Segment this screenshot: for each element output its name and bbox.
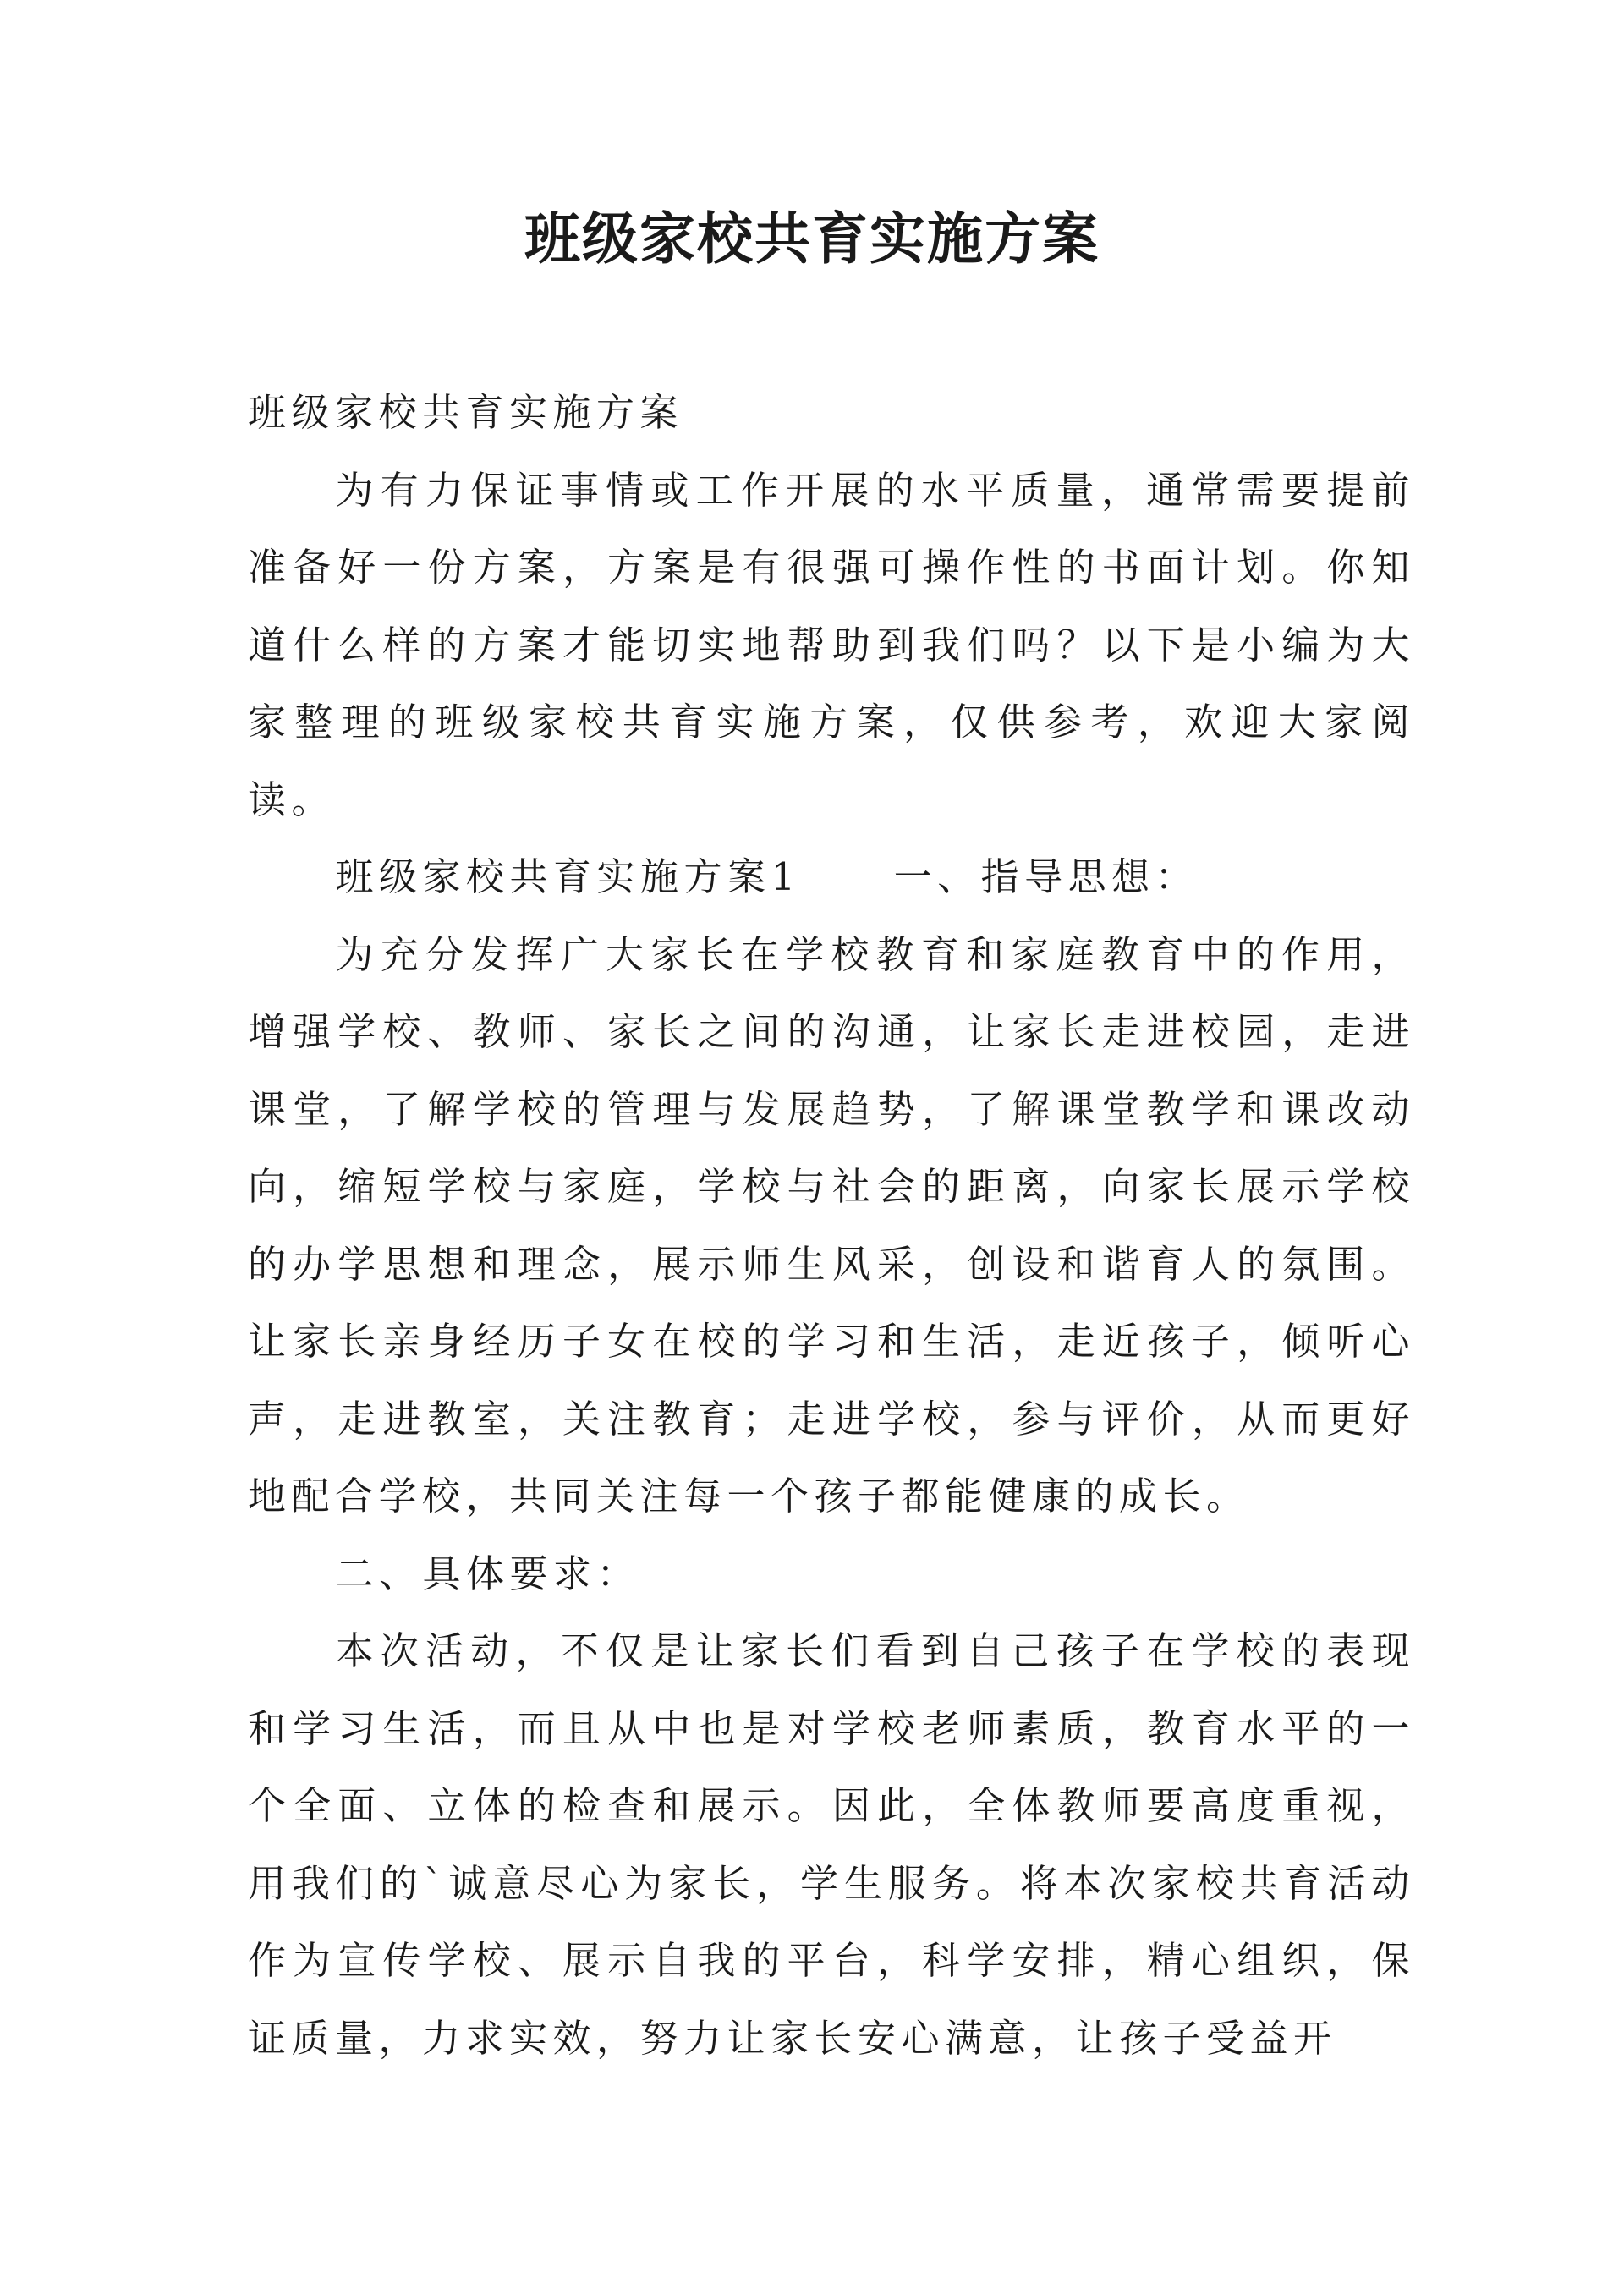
requirements-paragraph: 本次活动，不仅是让家长们看到自己孩子在学校的表现和学习生活，而且从中也是对学校老师素质，教育水平的一个全面、立体的检查和展示。因此，全体教师要高度重视，用我们的`诚意尽心为家长，学生服务。将本次家校共育活动作为宣传学校、展示自我的平台，科学安排，精心组织，保证质量，力求实效，努力让家长安心满意，让孩子受益开: [248, 1628, 1415, 2061]
section-heading-line: [248, 838, 1415, 916]
document-title: 班级家校共育实施方案: [524, 206, 1100, 272]
intro-paragraph: 为有力保证事情或工作开展的水平质量，通常需要提前准备好一份方案，方案是有很强可操作性的书面计划。你知道什么样的方案才能切实地帮助到我们吗？以下是小编为大家整理的班级家校共育实施方案，仅供参考，欢迎大家阅读。: [248, 467, 1415, 822]
heading-guiding-thought: 一、指导思想：: [893, 854, 1199, 899]
document-body: [248, 374, 1415, 2077]
document-subtitle: 班级家校共育实施方案: [248, 390, 684, 435]
section-label: 班级家校共育实施方案1: [335, 854, 801, 899]
heading-specific-requirements: 二、具体要求：: [335, 1551, 641, 1596]
guiding-thought-paragraph: 为充分发挥广大家长在学校教育和家庭教育中的作用，增强学校、教师、家长之间的沟通，让家长走进校园，走进课堂，了解学校的管理与发展趋势，了解课堂教学和课改动向，缩短学校与家庭，学校与社会的距离，向家长展示学校的办学思想和理念，展示师生风采，创设和谐育人的氛围。让家长亲身经历子女在校的学习和生活，走近孩子，倾听心声，走进教室，关注教育；走进学校，参与评价，从而更好地配合学校，共同关注每一个孩子都能健康的成长。: [248, 931, 1415, 1518]
